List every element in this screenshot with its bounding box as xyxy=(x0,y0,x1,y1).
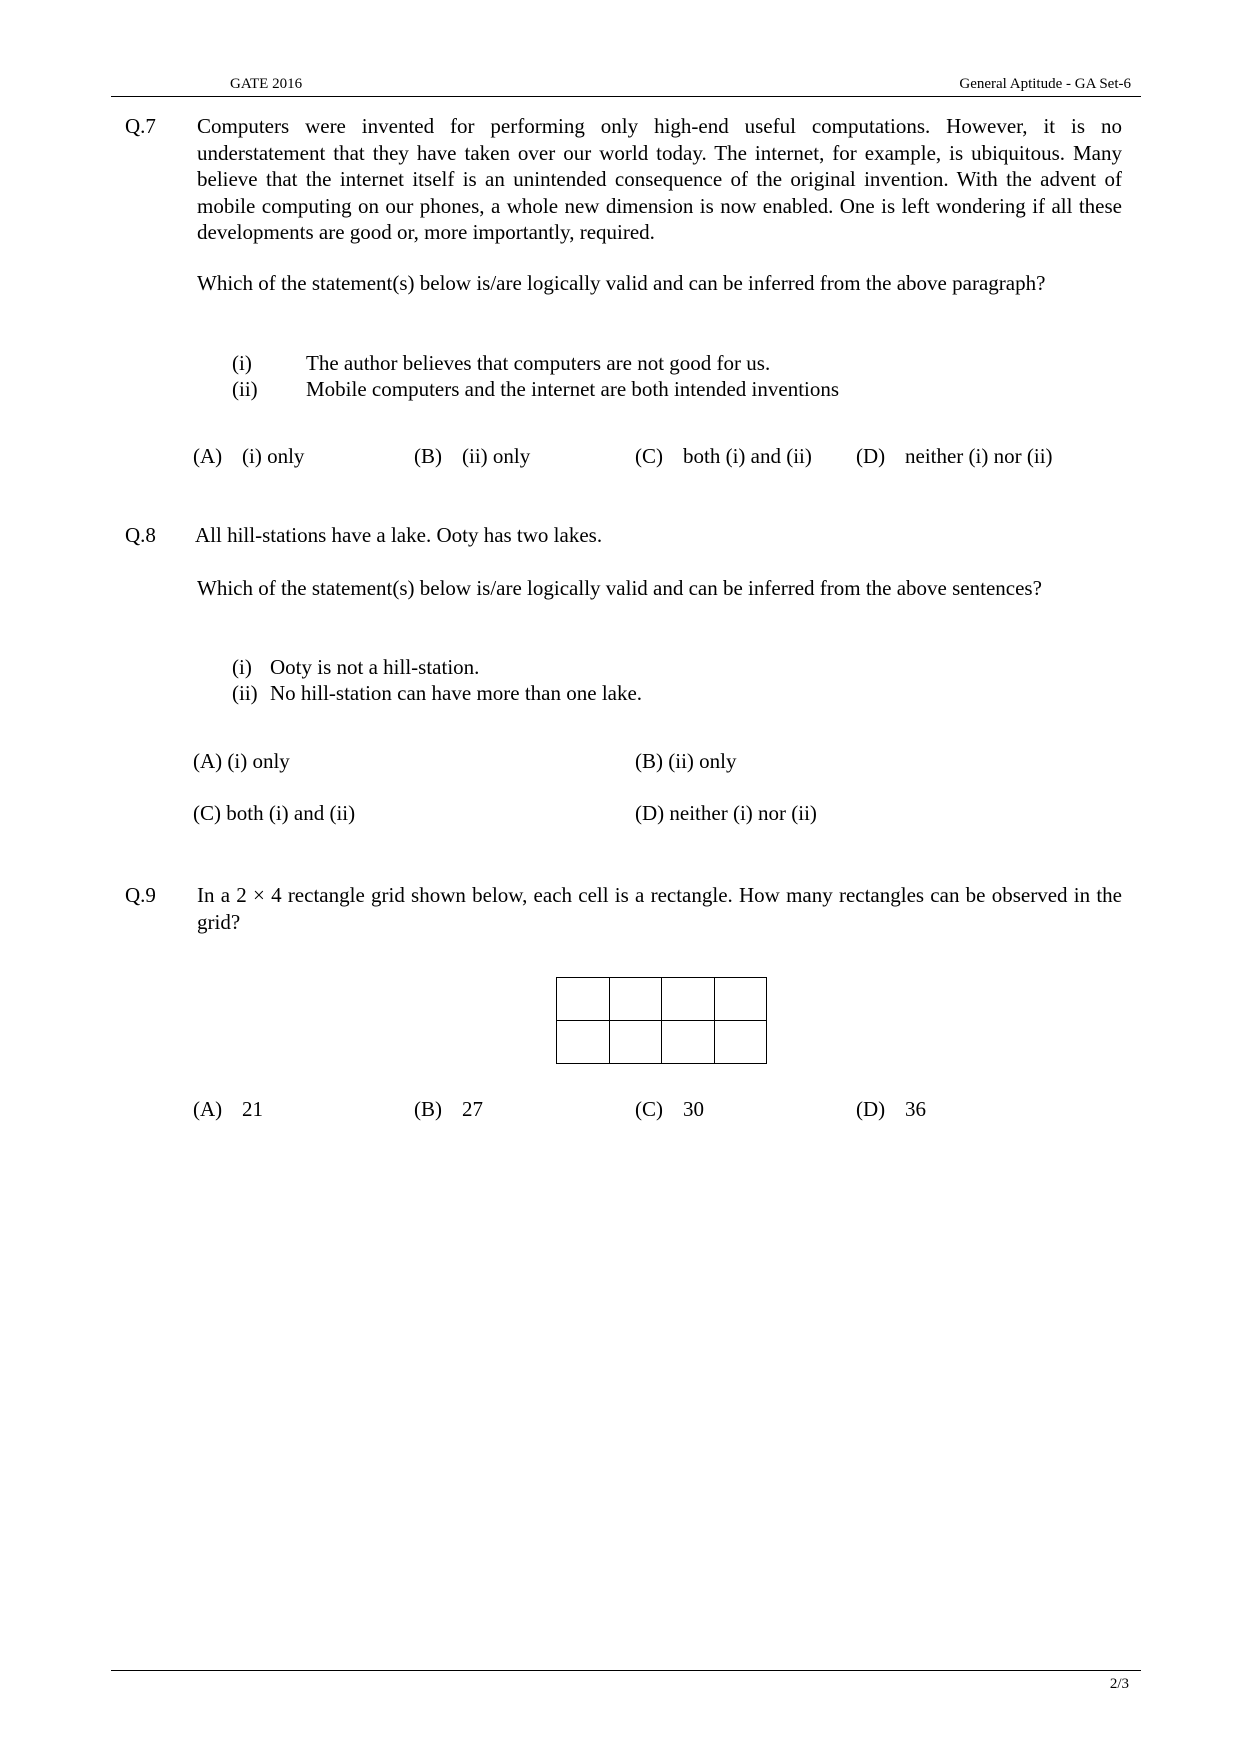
q9-question: In a 2 × 4 rectangle grid shown below, each cell is a rectangle. How many rectangles can be observed in the grid? xyxy=(197,883,1122,934)
grid-cell xyxy=(662,1021,715,1064)
q8-option-c xyxy=(193,800,355,826)
q7-option-b-label: (B) xyxy=(414,444,442,468)
q8-statement-label: (ii) xyxy=(232,681,258,705)
q7-option-c-label: (C) xyxy=(635,444,663,468)
q7-option-a-text: (i) only xyxy=(242,444,305,468)
header-exam-title: GATE 2016 xyxy=(230,76,303,92)
grid-cell xyxy=(715,978,768,1021)
q8-option-b-label: (B) xyxy=(635,749,663,773)
q7-statement-text: The author believes that computers are not good for us. xyxy=(306,351,771,375)
q8-option-a xyxy=(193,748,290,774)
q9-option-c-label: (C) xyxy=(635,1097,663,1121)
q9-option-a-label: (A) xyxy=(193,1097,223,1121)
q9-number: Q.9 xyxy=(125,883,156,907)
q8-statement-label: (i) xyxy=(232,655,252,679)
q8-premise: All hill-stations have a lake. Ooty has two lakes. xyxy=(195,523,603,547)
page-number: 2/3 xyxy=(1109,1676,1129,1692)
q8-option-d xyxy=(635,800,817,826)
header-section-title: General Aptitude - GA Set-6 xyxy=(959,76,1131,92)
q8-statement-text: No hill-station can have more than one lake. xyxy=(270,681,643,705)
q9-option-d-text: 36 xyxy=(905,1097,926,1121)
q9-option-a-text: 21 xyxy=(242,1097,263,1121)
q8-option-d-text: neither (i) nor (ii) xyxy=(669,801,817,825)
q9-option-b-label: (B) xyxy=(414,1097,442,1121)
rectangle-grid-figure xyxy=(556,977,767,1064)
q8-option-c-text: both (i) and (ii) xyxy=(226,801,356,825)
q8-option-c-label: (C) xyxy=(193,801,221,825)
q8-option-a-text: (i) only xyxy=(227,749,290,773)
q8-question: Which of the statement(s) below is/are logically valid and can be inferred from the above sentences? xyxy=(197,576,1042,600)
header-rule xyxy=(111,96,1141,97)
q7-option-d-label: (D) xyxy=(856,444,886,468)
grid-cell xyxy=(557,978,610,1021)
q8-option-b-text: (ii) only xyxy=(668,749,737,773)
q7-question: Which of the statement(s) below is/are logically valid and can be inferred from the above paragraph? xyxy=(197,271,1046,295)
q9-option-d-label: (D) xyxy=(856,1097,886,1121)
q9-option-b-text: 27 xyxy=(462,1097,483,1121)
q7-option-b-text: (ii) only xyxy=(462,444,531,468)
q7-number: Q.7 xyxy=(125,114,156,138)
q8-number: Q.8 xyxy=(125,523,156,547)
q7-passage: Computers were invented for performing only high-end useful computations. However, it is no understatement that they have taken over our world today. The internet, for example, is ubiquitous. Many believe that the internet itself is an unintended consequence of the original invention. With the advent of mobile computing on our phones, a whole new dimension is now enabled. One is left wondering if all these developments are good or, more importantly, required. xyxy=(197,114,1122,244)
grid-cell xyxy=(715,1021,768,1064)
q8-statement-text: Ooty is not a hill-station. xyxy=(270,655,480,679)
grid-cell xyxy=(662,978,715,1021)
grid-cell xyxy=(610,978,663,1021)
q7-statement-label: (ii) xyxy=(232,377,258,401)
q8-option-a-label: (A) xyxy=(193,749,223,773)
q7-option-d-text: neither (i) nor (ii) xyxy=(905,444,1053,468)
grid-cell xyxy=(557,1021,610,1064)
grid-cell xyxy=(610,1021,663,1064)
q7-statement-label: (i) xyxy=(232,351,252,375)
q7-statement-text: Mobile computers and the internet are both intended inventions xyxy=(306,377,840,401)
q9-option-c-text: 30 xyxy=(683,1097,704,1121)
q7-option-a-label: (A) xyxy=(193,444,223,468)
q7-option-c-text: both (i) and (ii) xyxy=(683,444,812,468)
q8-option-b xyxy=(635,748,737,774)
q8-option-d-label: (D) xyxy=(635,801,665,825)
footer-rule xyxy=(111,1670,1141,1671)
